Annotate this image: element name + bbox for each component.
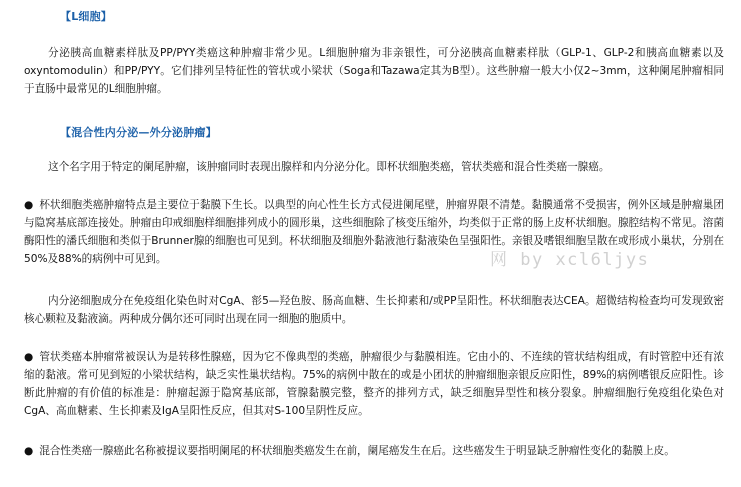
bullet-tubular	[24, 348, 724, 420]
watermark: 网 by xcl6ljys	[490, 250, 650, 270]
bullet-text: 混合性类癌一腺癌此名称被提议要指明阑尾的杯状细胞类癌发生在前，阑尾癌发生在后。这些癌发生于明显缺乏肿瘤性变化的黏膜上皮。	[39, 445, 675, 457]
bullet-icon: ●	[24, 199, 34, 211]
paragraph-endocrine: 内分泌细胞成分在免疫组化染色时对CgA、彮5—羟色胺、肠高血糖、生长抑素和/或PP呈阳性。杯状细胞表达CEA。超微结构检查均可发现致密核心颗粒及黏液滴。两种成分偶尔还可同时出现在同一细胞的胞质中。	[24, 295, 724, 325]
bullet-goblet-cell	[24, 196, 724, 268]
section-heading-l-cell: 【L细胞】	[60, 10, 113, 23]
bullet-icon: ●	[24, 445, 34, 457]
bullet-mixed-carcinoid	[24, 442, 724, 460]
section-heading-mixed-tumor: 【混合性内分泌—外分泌肿瘤】	[60, 126, 217, 139]
bullet-icon: ●	[24, 351, 34, 363]
paragraph-l-cell: 分泌胰高血糖素样肽及PP/PYY类癌这种肿瘤非常少见。L细胞肿瘤为非亲银性，可分泌胰高血糖素样肽（GLP-1、GLP-2和胰高血糖素以及oxyntomodulin）和PP/PYY。它们排列呈特征性的管状或小梁状（Soga和Tazawa定其为B型）。这些肿瘤一般大小仅2~3mm，这种阑尾肿瘤相同于直肠中最常见的L细胞肿瘤。	[24, 47, 724, 95]
bullet-text: 杯状细胞类癌肿瘤特点是主要位于黏膜下生长。以典型的向心性生长方式侵进阑尾壁，肿瘤界限不清楚。黏膜通常不受损害，例外区域是肿瘤巢团与隐窝基底部连接处。肿瘤由印戒细胞样细胞排列成小的圆形巢，这些细胞除了核变压缩外，均类似于正常的肠上皮杯状细胞。腺腔结构不常见。溶菌酶阳性的潘氏细胞和类似于Brunner腺的细胞也可见到。杯状细胞及细胞外黏液池行黏液染色呈强阳性。亲银及嗜银细胞呈散在或形成小巢状，分别在50%及88%的病例中可见到。	[24, 199, 724, 265]
bullet-text: 管状类癌本肿瘤常被误认为是转移性腺癌，因为它不像典型的类癌，肿瘤很少与黏膜相连。它由小的、不连续的管状结构组成，有时管腔中还有浓缩的黏液。常可见到短的小梁状结构，缺乏实性巢状结构。75%的病例中散在的或是小团状的肿瘤细胞亲银反应阳性，89%的病例嗜银反应阳性。诊断此肿瘤的有价值的标准是：肿瘤起源于隐窝基底部，管腺黏膜完整，整齐的排列方式，缺乏细胞异型性和核分裂象。肿瘤细胞行免疫组化染色对CgA、高血糖素、生长抑素及IgA呈阳性反应，但其对S-100呈阴性反应。	[24, 351, 724, 417]
paragraph-mixed-intro: 这个名字用于特定的阑尾肿瘤，该肿瘤同时表现出腺样和内分泌分化。即杯状细胞类癌，管状类癌和混合性类癌一腺癌。	[48, 161, 610, 173]
